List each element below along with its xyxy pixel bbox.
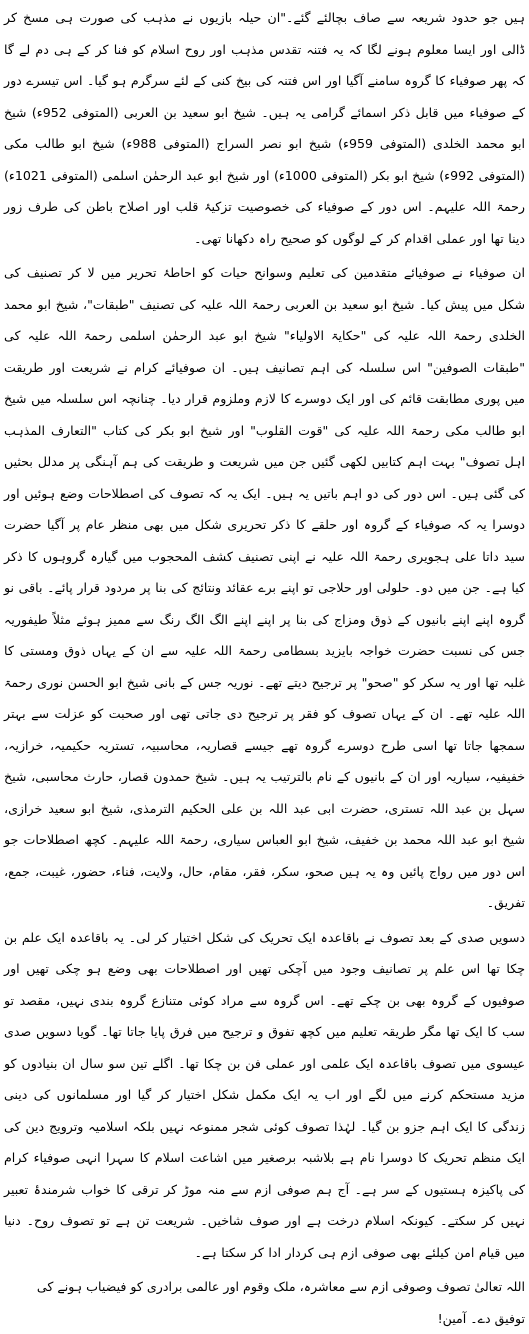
paragraph-closing-prayer: اللہ تعالیٰ تصوف وصوفی ازم سے معاشرہ، ملک وقوم اور عالمی برادری کو فیضیاب ہونے کی توفیق دے۔ آمین!: [36, 1279, 525, 1326]
paragraph-sufi-writings-and-orders: ان صوفیاء نے صوفیائے متقدمین کی تعلیم وسوانح حیات کو احاطۂ تحریر میں لا کر تصنیف کی شکل میں پیش کیا۔ شیخ ابو سعید بن العربی رحمۃ اللہ علیہ کی تصنیف "طبقات"، شیخ ابو محمد الخلدی رحمۃ اللہ علیہ کی "حکایۃ الاولیاء" شیخ ابو عبد الرحمٰن اسلمی رحمۃ اللہ علیہ کی "طبقات الصوفین" اس سلسلہ کی اہم تصانیف ہیں۔ ان صوفیائے کرام نے شریعت اور طریقت میں پوری مطابقت قائم کی اور ایک دوسرے کا لازم وملزوم قرار دیا۔ چنانچہ اس سلسلہ میں شیخ ابو طالب مکی رحمۃ اللہ علیہ کی "قوت القلوب" اور شیخ ابو بکر کی کتاب "التعارف المذہب اہل تصوف" بہت اہم کتابیں لکھی گئیں جن میں شریعت و طریقت کی ہم آہنگی پر مدلل بحثیں کی گئی ہیں۔ اس دور کی دو اہم باتیں یہ ہیں۔ ایک یہ کہ تصوف کی اصطلاحات وضع ہوئیں اور دوسرا یہ کہ صوفیاء کے گروہ اور حلقے کا ذکر تحریری شکل میں بھی منظر عام پر آگیا حضرت سید داتا علی ہجویری رحمۃ اللہ علیہ نے اپنی تصنیف کشف المحجوب میں گیارہ گروہوں کا ذکر کیا ہے۔ جن میں دو۔ حلولی اور حلاجی تو اپنے برے عقائد ونتائج کی بنا پر مردود قرار پائے۔ باقی نو گروہ اپنے اپنے بانیوں کے ذوق ومزاج کی بنا پر اپنے اپنے الگ الگ رنگ سے ممیز ہوئے مثلاً طیفوریہ جس کی نسبت حضرت خواجہ بایزید بسطامی رحمۃ اللہ علیہ سے ان کے یہاں ذوق ومستی کا غلبہ تھا اور یہ سکر کو "صحو" پر ترجیح دیتے تھے۔ نوریہ جس کے بانی شیخ ابو الحسن نوری رحمۃ اللہ علیہ تھے۔ ان کے یہاں تصوف کو فقر پر ترجیح دی جاتی تھی اور صحبت کو عزلت سے بہتر سمجھا جاتا تھا اسی طرح دوسرے گروہ تھے جیسے قصاریہ، محاسبیہ، تستریہ حکیمیہ، خرازیہ، خفیفیہ، سیاریہ اور ان کے بانیوں کے نام بالترتیب یہ ہیں۔ شیخ حمدون قصار، حارث محاسبی، شیخ سہل بن عبد اللہ تستری، حضرت ابی عبد اللہ بن علی الحکیم الترمذی، شیخ ابو سعید خرازی، شیخ ابو عبد اللہ محمد بن خفیف، شیخ ابو العباس سیاری، رحمۃ اللہ علیہم۔ کچھ اصطلاحات جو اس دور میں رواج پائیں وہ یہ ہیں صحو، سکر، فقر، مقام، حال، ولایت، فناء، حضور، غیبت، جمع، تفریق۔: [4, 265, 525, 910]
paragraph-tasawwuf-as-movement: دسویں صدی کے بعد تصوف نے باقاعدہ ایک تحریک کی شکل اختیار کر لی۔ یہ باقاعدہ ایک علم بن چکا تھا اس علم پر تصانیف وجود میں آچکی تھیں اور اصطلاحات بھی وضع ہو چکی تھیں اور صوفیوں کے گروہ بھی بن چکے تھے۔ اس گروہ سے مراد کوئی متنازع گروہ بندی نہیں، مقصد تو سب کا ایک تھا مگر طریقہ تعلیم میں کچھ تفوق و ترجیح میں فرق پایا جاتا تھا۔ گویا دسویں صدی عیسوی میں تصوف باقاعدہ ایک علمی اور عملی فن بن چکا تھا۔ اگلے تین سو سال ان بنیادوں کو مزید مستحکم کرنے میں لگے اور اب یہ ایک مکمل شکل اختیار کر گیا اور مسلمانوں کی دینی زندگی کا ایک اہم جزو بن گیا۔ لہٰذا تصوف کوئی شجر ممنوعہ نہیں بلکہ اسلامیہ وترویج دین کی ایک منظم تحریک کا دوسرا نام ہے بلاشبہ برصغیر میں اشاعت اسلام کا سہرا انہی صوفیاء کرام کی پاکیزہ ہستیوں کے سر ہے۔ آج ہم صوفی ازم سے منہ موڑ کر ترقی کا خواب شرمندۂ تعبیر نہیں کر سکتے۔ کیونکہ اسلام درخت ہے اور صوف شاخیں۔ شریعت تن ہے تو تصوف روح۔ دنیا میں قیام امن کیلئے بھی صوفی ازم ہی کردار ادا کر سکتا ہے۔: [4, 929, 525, 1260]
paragraph-third-era-sufis: ہیں جو حدود شریعہ سے صاف بچالئے گئے۔"ان حیلہ بازیوں نے مذہب کی صورت ہی مسخ کر ڈالی اور ایسا معلوم ہونے لگا کہ یہ فتنہ تقدس مذہب اور روح اسلام کو فنا کر کے ہی دم لے گا کہ پھر صوفیاء کا گروہ سامنے آگیا اور اس فتنہ کی بیخ کنی کے لئے سرگرم ہو گیا۔ اس تیسرے دور کے صوفیاء میں قابل ذکر اسمائے گرامی یہ ہیں۔ شیخ ابو سعید بن العربی (المتوفی 952ء) شیخ ابو محمد الخلدی (المتوفی 959ء) شیخ ابو نصر السراج (المتوفی 988ء) شیخ ابو طالب مکی (المتوفی 992ء) شیخ ابو بکر (المتوفی 1000ء) اور شیخ ابو عبد الرحمٰن اسلمی (المتوفی 1021ء) رحمۃ اللہ علیہم۔ اس دور کے صوفیاء کی خصوصیت تزکیۂ قلب اور اصلاح باطن کی طرف زور دینا تھا اور عملی اقدام کر کے لوگوں کو صحیح راہ دکھانا تھی۔: [4, 10, 526, 246]
